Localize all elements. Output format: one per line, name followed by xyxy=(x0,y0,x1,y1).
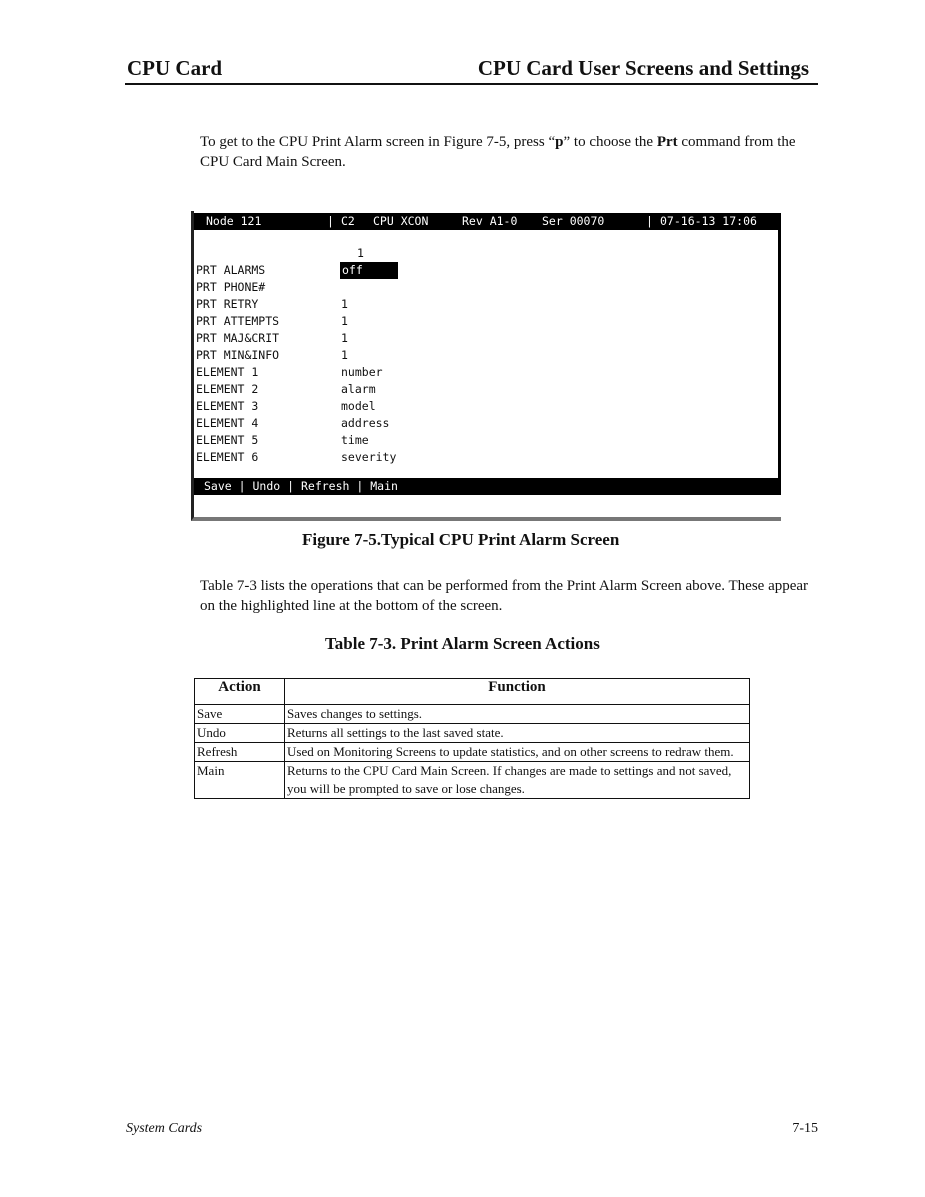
header-section-title: CPU Card xyxy=(127,56,223,80)
terminal-field-value[interactable]: severity xyxy=(341,450,397,464)
table-cell-action: Save xyxy=(195,705,285,724)
terminal-status-bar xyxy=(194,213,781,230)
terminal-ser: Ser 00070 xyxy=(542,214,605,228)
table-cell-function: Returns all settings to the last saved state. xyxy=(285,724,750,743)
table-row xyxy=(195,762,750,799)
terminal-card: CPU XCON xyxy=(373,214,429,228)
terminal-field-label: PRT ATTEMPTS xyxy=(196,314,280,328)
terminal-field-label: PRT MIN&INFO xyxy=(196,348,280,362)
footer-section: System Cards xyxy=(126,1121,203,1136)
terminal-action-undo[interactable]: Undo xyxy=(252,479,281,493)
terminal-field-value-selected[interactable]: off xyxy=(340,262,398,279)
terminal-screen xyxy=(191,211,781,521)
table-header-action: Action xyxy=(195,679,285,705)
terminal-field-label: PRT ALARMS xyxy=(196,263,266,277)
table-row xyxy=(195,743,750,762)
terminal-field-label: ELEMENT 4 xyxy=(196,416,259,430)
terminal-field-row[interactable] xyxy=(196,415,776,432)
terminal-field-value[interactable]: number xyxy=(341,365,383,379)
terminal-field-row[interactable] xyxy=(196,432,776,449)
terminal-field-row[interactable] xyxy=(196,347,776,364)
action-separator: | xyxy=(231,479,253,493)
table-cell-function: Used on Monitoring Screens to update statistics, and on other screens to redraw them. xyxy=(285,743,750,762)
intro-paragraph xyxy=(200,132,820,172)
terminal-field-row[interactable] xyxy=(196,279,776,296)
table-cell-action: Refresh xyxy=(195,743,285,762)
table-cell-action: Main xyxy=(195,762,285,799)
terminal-field-row[interactable] xyxy=(196,364,776,381)
page-number: 7-15 xyxy=(792,1121,818,1136)
terminal-column-header: 1 xyxy=(357,246,364,260)
action-separator: | xyxy=(349,479,371,493)
action-separator: | xyxy=(280,479,301,493)
terminal-field-value[interactable]: alarm xyxy=(341,382,376,396)
table-row xyxy=(195,724,750,743)
terminal-field-label: ELEMENT 2 xyxy=(196,382,259,396)
terminal-field-row[interactable] xyxy=(196,398,776,415)
terminal-slot: C2 xyxy=(341,214,355,228)
terminal-field-value[interactable]: time xyxy=(341,433,369,447)
terminal-field-value[interactable]: 1 xyxy=(341,314,348,328)
terminal-field-value[interactable]: address xyxy=(341,416,390,430)
table-cell-function: Returns to the CPU Card Main Screen. If changes are made to settings and not saved, you will be prompted to save or lose changes. xyxy=(285,762,750,799)
terminal-field-label: ELEMENT 5 xyxy=(196,433,259,447)
table-cell-function: Saves changes to settings. xyxy=(285,705,750,724)
terminal-field-row[interactable] xyxy=(196,262,776,279)
terminal-rev: Rev A1-0 xyxy=(462,214,518,228)
terminal-field-label: ELEMENT 1 xyxy=(196,365,259,379)
header-chapter-title: CPU Card User Screens and Settings xyxy=(477,56,809,80)
intro-key: p xyxy=(555,134,564,150)
table-cell-action: Undo xyxy=(195,724,285,743)
terminal-field-row[interactable] xyxy=(196,449,776,466)
table-caption: Table 7-3. Print Alarm Screen Actions xyxy=(325,634,600,653)
terminal-action-refresh[interactable]: Refresh xyxy=(300,479,350,493)
terminal-field-row[interactable] xyxy=(196,330,776,347)
terminal-node: Node 121 xyxy=(206,214,262,228)
terminal-field-label: ELEMENT 3 xyxy=(196,399,259,413)
terminal-field-value[interactable]: 1 xyxy=(341,348,348,362)
intro-command: Prt xyxy=(656,134,678,150)
terminal-separator: | xyxy=(646,214,653,228)
intro-text-3: command from the CPU Card Main Screen. xyxy=(200,134,796,170)
terminal-datetime: 07-16-13 17:06 xyxy=(660,214,757,228)
terminal-field-row[interactable] xyxy=(196,381,776,398)
terminal-field-row[interactable] xyxy=(196,313,776,330)
table-header-function: Function xyxy=(285,679,750,705)
intro-text-1: To get to the CPU Print Alarm screen in Figure 7-5, press “ xyxy=(200,134,556,150)
terminal-field-row[interactable] xyxy=(196,296,776,313)
intro-text-2: ” to choose the xyxy=(563,134,657,150)
table-row xyxy=(195,705,750,724)
terminal-field-label: PRT RETRY xyxy=(196,297,259,311)
terminal-action-main[interactable]: Main xyxy=(370,479,398,493)
terminal-field-value[interactable]: 1 xyxy=(341,297,348,311)
terminal-field-value[interactable]: 1 xyxy=(341,331,348,345)
terminal-field-label: ELEMENT 6 xyxy=(196,450,259,464)
header-rule xyxy=(125,83,818,85)
terminal-border xyxy=(778,213,781,493)
terminal-field-value[interactable]: model xyxy=(341,399,376,413)
terminal-field-label: PRT MAJ&CRIT xyxy=(196,331,280,345)
terminal-separator: | xyxy=(327,214,334,228)
terminal-field-label: PRT PHONE# xyxy=(196,280,266,294)
table-header-row xyxy=(195,679,750,705)
table-intro-paragraph: Table 7-3 lists the operations that can be performed from the Print Alarm Screen above. These appear on the highlighted line at the bottom of the screen. xyxy=(200,578,809,614)
terminal-action-bar xyxy=(194,478,781,495)
actions-table xyxy=(194,678,750,799)
terminal-action-save[interactable]: Save xyxy=(204,479,232,493)
figure-caption: Figure 7-5.Typical CPU Print Alarm Screen xyxy=(302,530,620,549)
